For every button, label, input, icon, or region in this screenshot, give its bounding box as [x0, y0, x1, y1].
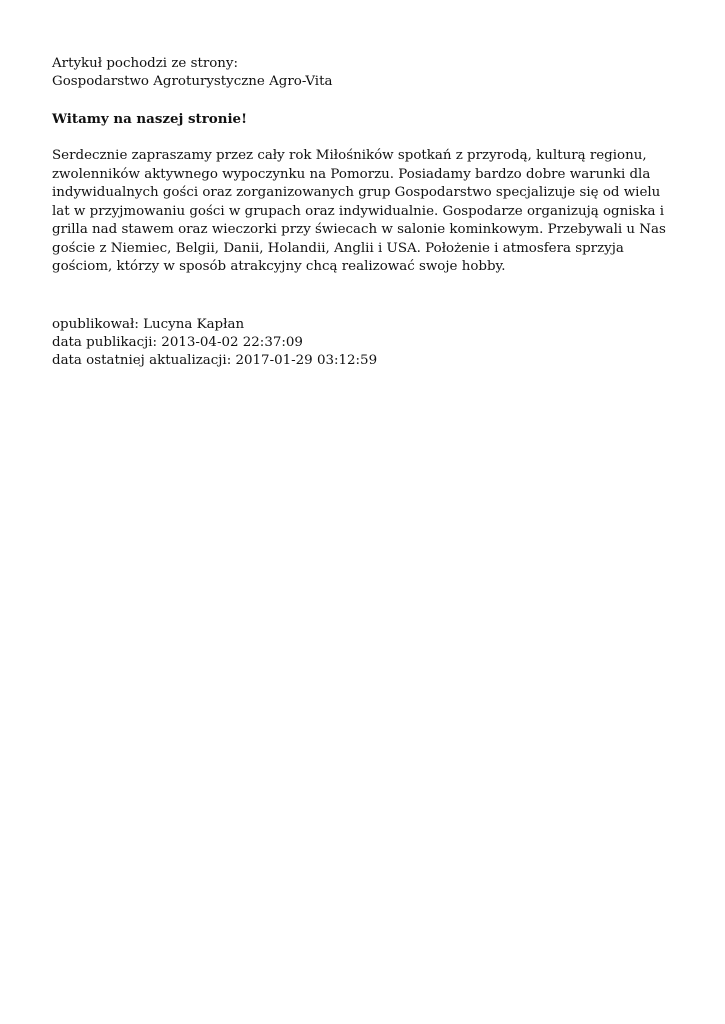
source-site-name: Gospodarstwo Agroturystyczne Agro-Vita: [52, 74, 333, 89]
article-heading: Witamy na naszej stronie!: [52, 111, 247, 127]
published-date: data publikacji: 2013-04-02 22:37:09: [52, 335, 303, 350]
updated-date: data ostatniej aktualizacji: 2017-01-29 03:12:59: [52, 353, 378, 368]
source-info: [52, 55, 682, 91]
source-intro: Artykuł pochodzi ze strony:: [52, 56, 238, 71]
publication-meta: [52, 316, 377, 370]
author-line: opublikował: Lucyna Kapłan: [52, 317, 245, 332]
article-body: Serdecznie zapraszamy przez cały rok Miłośników spotkań z przyrodą, kulturą regionu, zwolenników aktywnego wypoczynku na Pomorzu. Posiadamy bardzo dobre warunki dla indywidualnych gości oraz zorganizowanych grup Gospodarstwo specjalizuje się od wielu lat w przyjmowaniu gości w grupach oraz indywidualnie. Gospodarze organizują ogniska i grilla nad stawem oraz wieczorki przy świecach w salonie kominkowym. Przebywali u Nas goście z Niemiec, Belgii, Danii, Holandii, Anglii i USA. Położenie i atmosfera sprzyja gościom, którzy w sposób atrakcyjny chcą realizować swoje hobby.: [52, 148, 666, 274]
document-page: [52, 55, 682, 277]
